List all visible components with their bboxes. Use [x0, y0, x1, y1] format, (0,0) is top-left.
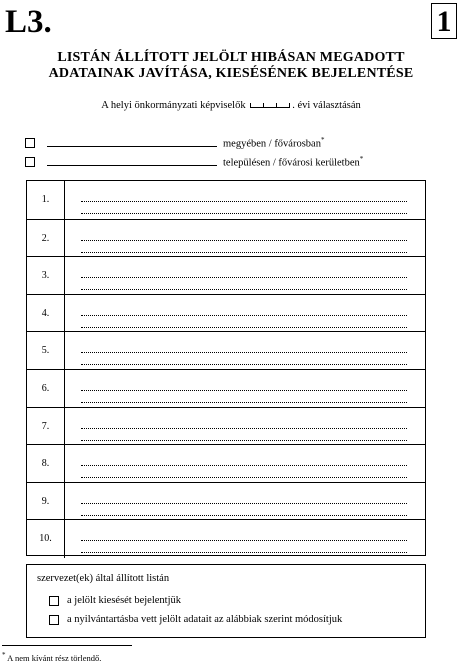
entry-line-2[interactable] — [81, 213, 407, 214]
entry-line-1[interactable] — [81, 465, 407, 466]
modification-label: a nyilvántartásba vett jelölt adatait az alábbiak szerint módosítjuk — [67, 614, 343, 625]
form-title-line2: ADATAINAK JAVÍTÁSA, KIESÉSÉNEK BEJELENTÉSE — [48, 66, 414, 81]
entry-line-1[interactable] — [81, 390, 407, 391]
election-line — [0, 100, 462, 111]
county-label: megyében / fővárosban* — [223, 136, 325, 150]
election-prefix: A helyi önkormányzati képviselők — [101, 100, 246, 111]
entry-line-2[interactable] — [81, 477, 407, 478]
table-row — [27, 519, 425, 558]
entry-line-1[interactable] — [81, 503, 407, 504]
footnote-divider — [2, 645, 132, 646]
organization-box — [26, 564, 426, 638]
page-number: 1 — [431, 3, 457, 39]
row-number: 7. — [27, 408, 65, 446]
entry-line-1[interactable] — [81, 352, 407, 353]
row-number: 8. — [27, 445, 65, 483]
form-code: L3. — [5, 4, 52, 40]
table-row — [27, 219, 425, 258]
row-number: 10. — [27, 520, 65, 558]
candidate-table — [26, 180, 426, 556]
entry-line-2[interactable] — [81, 515, 407, 516]
row-number: 1. — [27, 181, 65, 219]
entry-line-2[interactable] — [81, 440, 407, 441]
settlement-label: településen / fővárosi kerületben* — [223, 155, 364, 169]
entry-line-2[interactable] — [81, 252, 407, 253]
table-row — [27, 407, 425, 446]
row-number: 3. — [27, 257, 65, 295]
county-checkbox[interactable] — [25, 138, 35, 148]
settlement-name-field[interactable] — [47, 165, 217, 166]
table-row — [27, 444, 425, 483]
modification-checkbox[interactable] — [49, 615, 59, 625]
table-row — [27, 256, 425, 295]
table-row — [27, 369, 425, 408]
entry-line-2[interactable] — [81, 402, 407, 403]
table-row — [27, 482, 425, 521]
choice-settlement — [25, 155, 445, 169]
entry-line-2[interactable] — [81, 327, 407, 328]
settlement-checkbox[interactable] — [25, 157, 35, 167]
row-number: 6. — [27, 370, 65, 408]
year-input[interactable] — [250, 100, 290, 108]
organization-title: szervezet(ek) által állított listán — [37, 573, 170, 584]
entry-line-1[interactable] — [81, 315, 407, 316]
row-number: 4. — [27, 295, 65, 333]
entry-line-1[interactable] — [81, 277, 407, 278]
footnote: * A nem kívánt rész törlendő. — [2, 651, 102, 663]
table-row — [27, 294, 425, 333]
entry-line-1[interactable] — [81, 540, 407, 541]
choice-county — [25, 136, 445, 150]
election-suffix: . évi választásán — [292, 100, 361, 111]
form-title-line1: LISTÁN ÁLLÍTOTT JELÖLT HIBÁSAN MEGADOTT — [57, 50, 405, 65]
entry-line-2[interactable] — [81, 552, 407, 553]
entry-line-2[interactable] — [81, 289, 407, 290]
row-number: 2. — [27, 220, 65, 258]
entry-line-2[interactable] — [81, 364, 407, 365]
county-name-field[interactable] — [47, 146, 217, 147]
entry-line-1[interactable] — [81, 201, 407, 202]
withdrawal-checkbox[interactable] — [49, 596, 59, 606]
row-number: 9. — [27, 483, 65, 521]
table-row — [27, 331, 425, 370]
entry-line-1[interactable] — [81, 240, 407, 241]
entry-line-1[interactable] — [81, 428, 407, 429]
row-number: 5. — [27, 332, 65, 370]
withdrawal-label: a jelölt kiesését bejelentjük — [67, 595, 182, 606]
table-row — [27, 181, 425, 219]
